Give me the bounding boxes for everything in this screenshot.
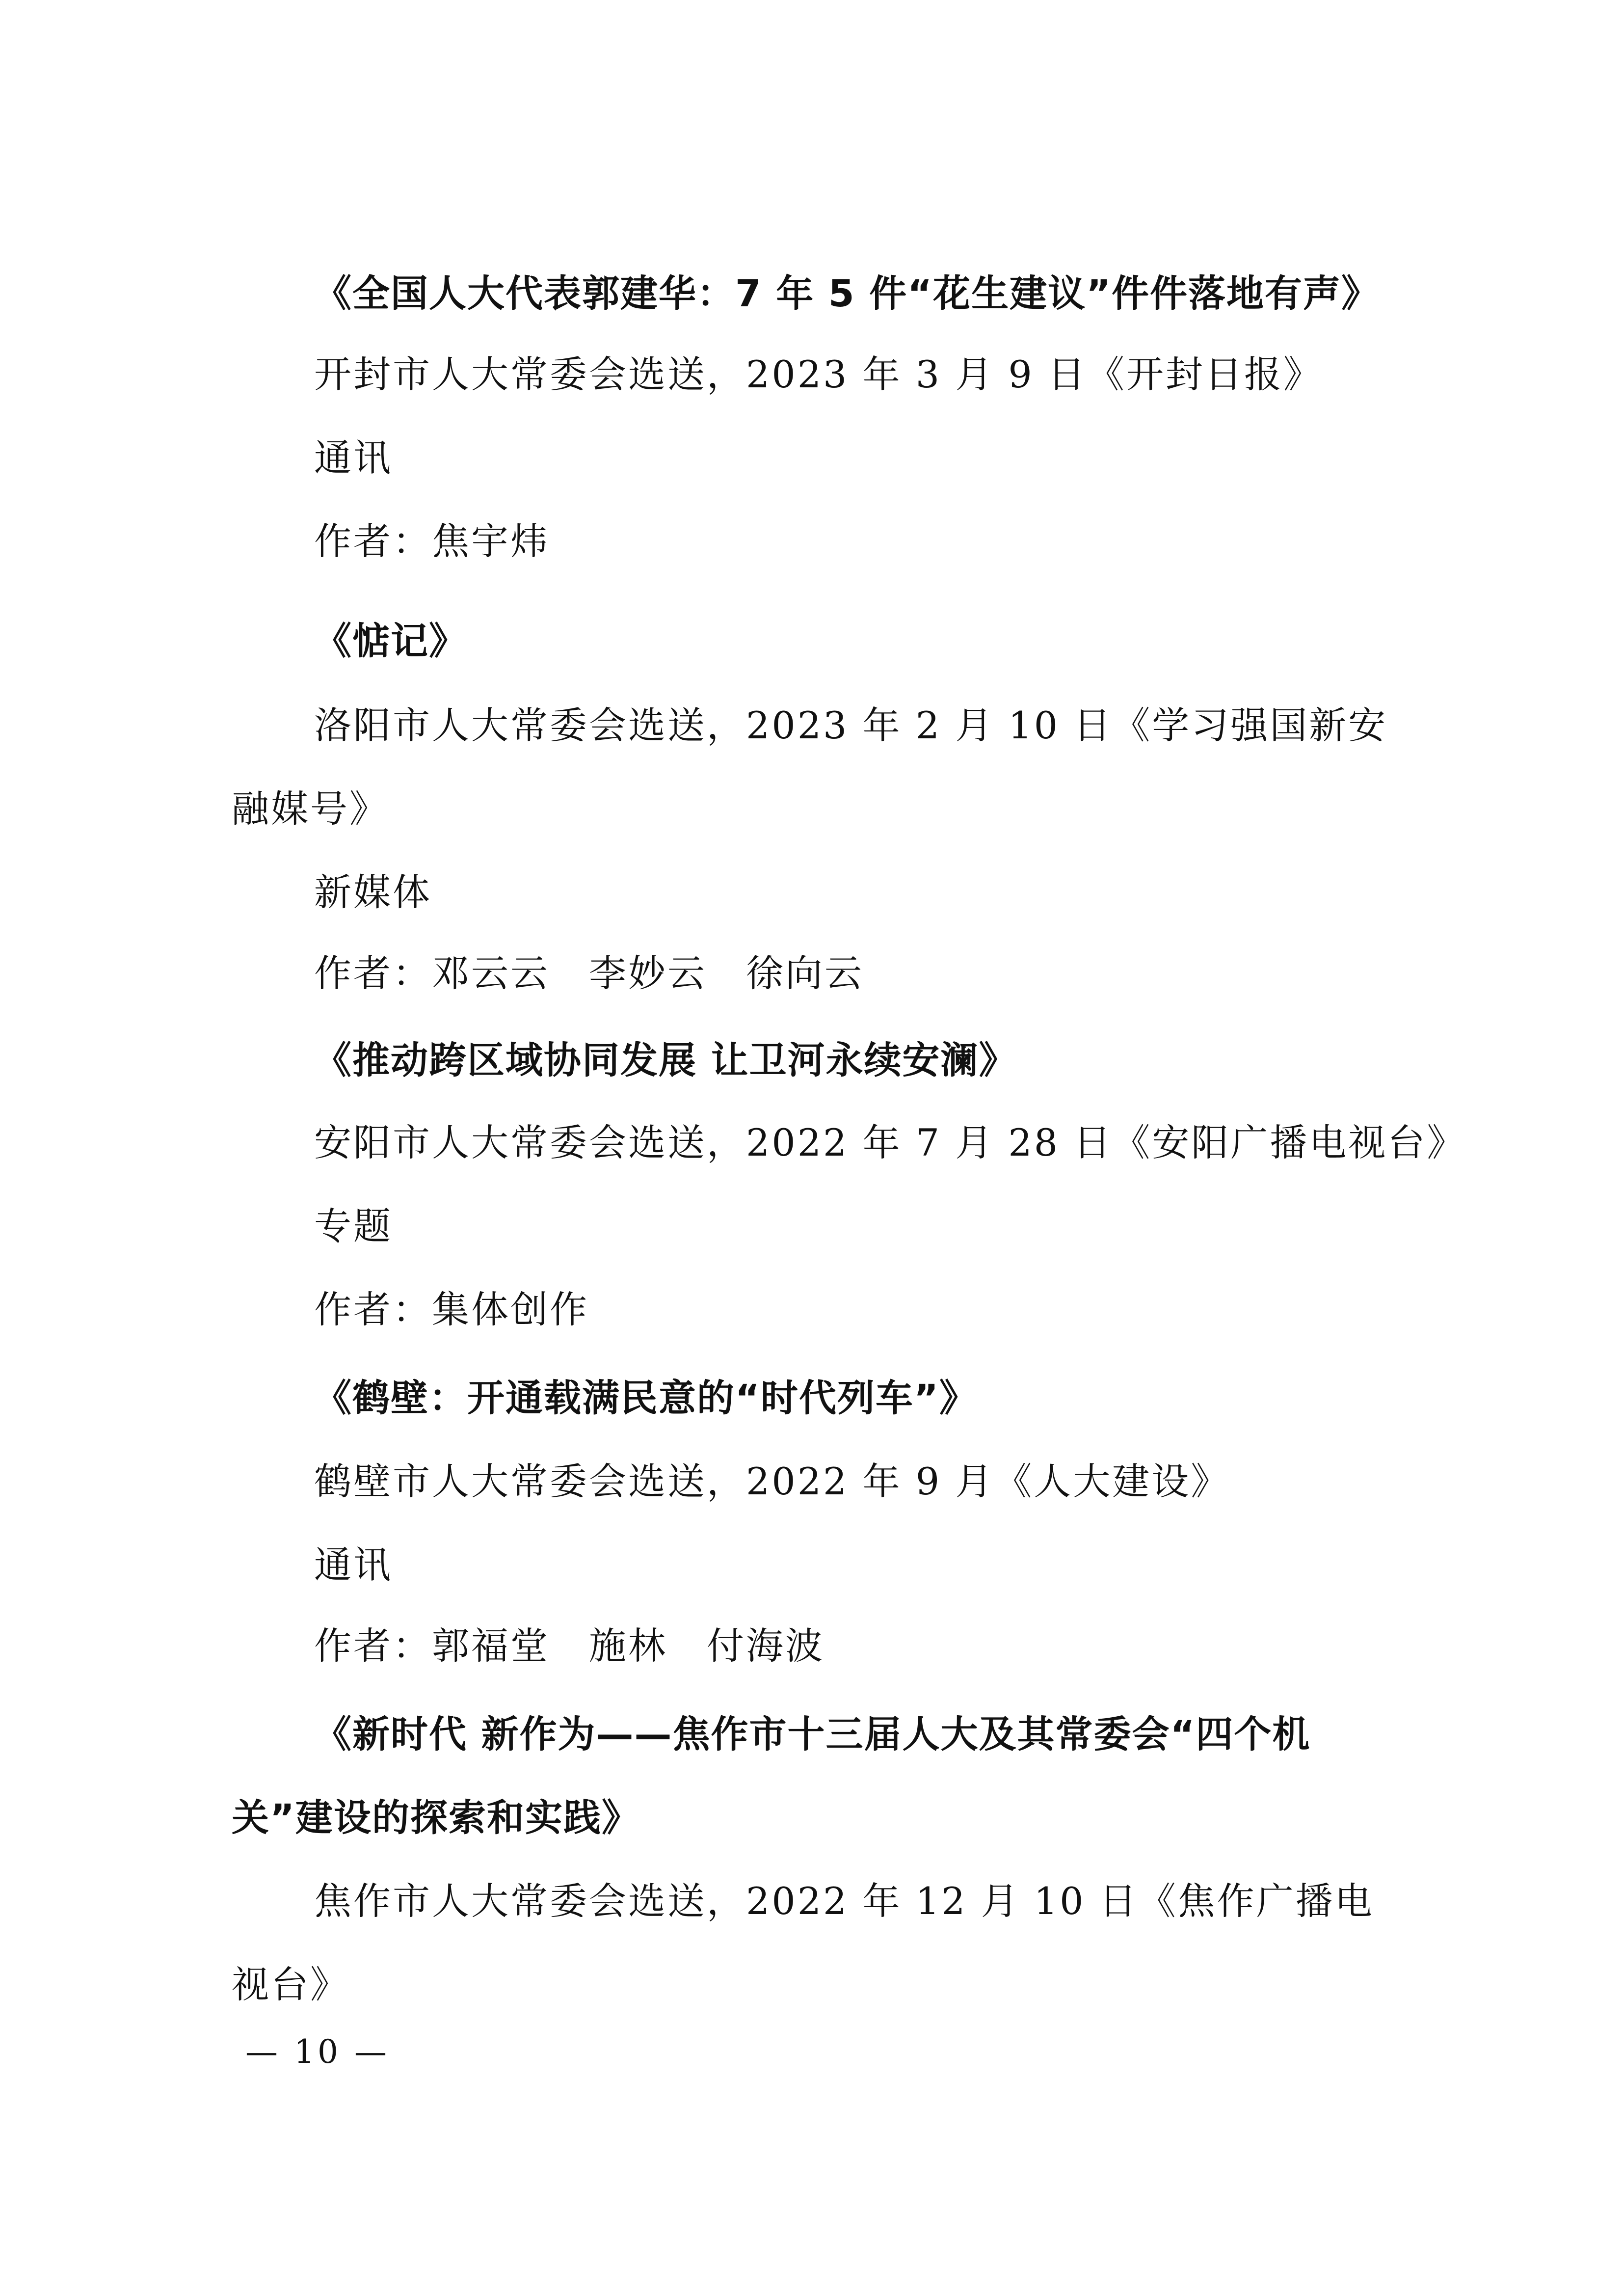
entry-source: 安阳市人大常委会选送，2022 年 7 月 28 日《安阳广播电视台》 [314,1121,1466,1164]
entry-genre: 通讯 [314,436,393,480]
entry-source: 焦作市人大常委会选送，2022 年 12 月 10 日《焦作广播电 [314,1879,1374,1923]
entry-author: 作者：郭福堂 施林 付海波 [314,1624,825,1668]
entry-source: 洛阳市人大常委会选送，2023 年 2 月 10 日《学习强国新安 [314,703,1388,747]
entry-author: 作者：邓云云 李妙云 徐向云 [314,951,864,995]
entry-source-continued: 融媒号》 [232,787,389,831]
entry-title: 《鹤壁：开通载满民意的“时代列车”》 [314,1376,978,1420]
entry-genre: 专题 [314,1204,393,1248]
entry-source: 开封市人大常委会选送，2023 年 3 月 9 日《开封日报》 [314,352,1323,396]
entry-title-continued: 关”建设的探索和实践》 [232,1796,640,1839]
entry-genre: 新媒体 [314,870,432,914]
entry-title: 《全国人大代表郭建华：7 年 5 件“花生建议”件件落地有声》 [314,271,1380,315]
entry-title: 《新时代 新作为——焦作市十三届人大及其常委会“四个机 [314,1712,1311,1756]
entry-source-continued: 视台》 [232,1963,349,2006]
entry-title: 《惦记》 [314,619,467,663]
entry-genre: 通讯 [314,1543,393,1587]
page-number: — 10 — [245,2033,390,2071]
entry-source: 鹤壁市人大常委会选送，2022 年 9 月《人大建设》 [314,1459,1230,1503]
entry-author: 作者：焦宇炜 [314,519,550,563]
entry-title: 《推动跨区域协同发展 让卫河永续安澜》 [314,1038,1017,1082]
entry-author: 作者：集体创作 [314,1288,589,1331]
